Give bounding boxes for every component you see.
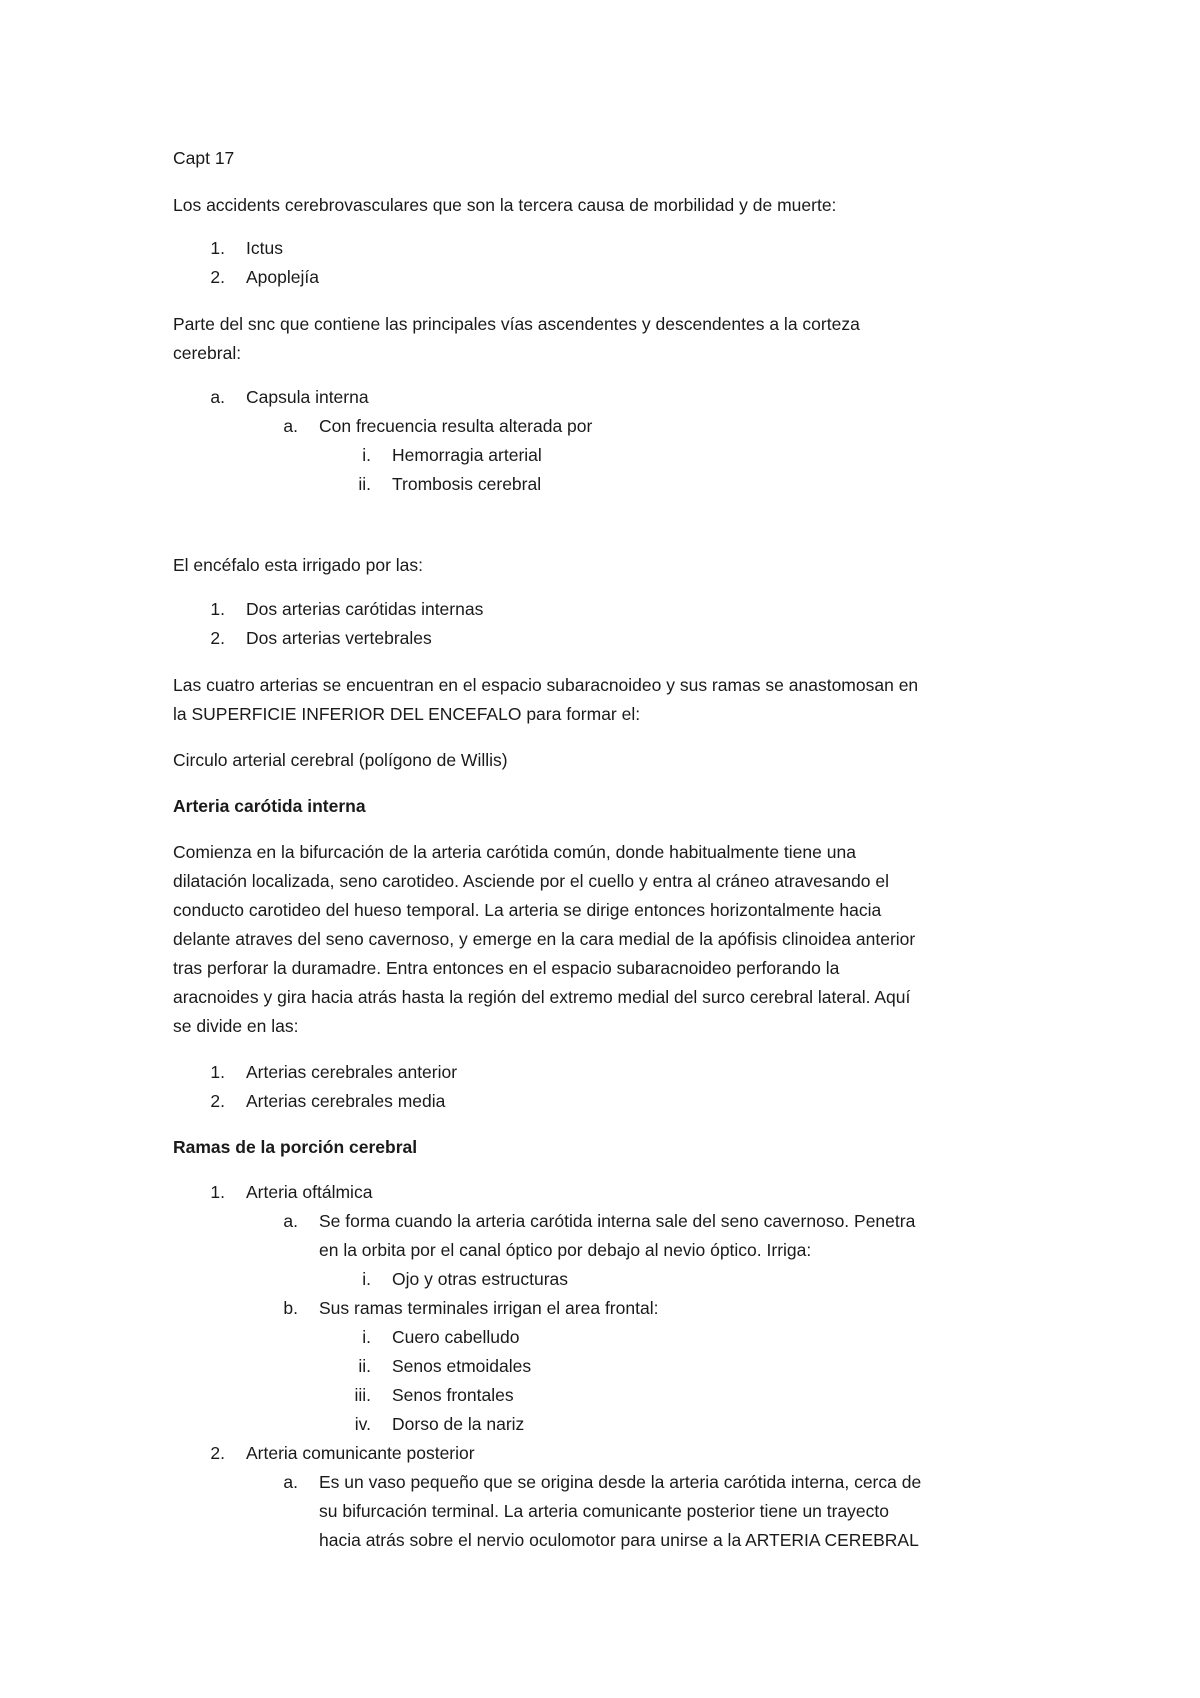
list-item-text: Sus ramas terminales irrigan el area frontal: xyxy=(319,1298,659,1318)
list-marker: 1. xyxy=(210,599,225,619)
list-item-text: Senos etmoidales xyxy=(392,1356,532,1376)
list-marker: 2. xyxy=(210,1091,225,1111)
list-item-text: Ojo y otras estructuras xyxy=(392,1269,569,1289)
section-heading: Arteria carótida interna xyxy=(173,796,366,816)
list-item-text: Se forma cuando la arteria carótida interna sale del seno cavernoso. Penetra xyxy=(319,1211,916,1231)
list-marker: b. xyxy=(283,1298,298,1318)
list-marker: a. xyxy=(210,387,225,407)
paragraph-line: conducto carotideo del hueso temporal. La arteria se dirige entonces horizontalmente hacia xyxy=(173,900,882,920)
list-item-text: Arteria oftálmica xyxy=(246,1182,373,1202)
paragraph-line: dilatación localizada, seno carotideo. Asciende por el cuello y entra al cráneo atravesando el xyxy=(173,871,890,891)
list-marker: i. xyxy=(362,1327,371,1347)
list-marker: a. xyxy=(283,416,298,436)
list-item-text: Trombosis cerebral xyxy=(392,474,542,494)
paragraph-line: cerebral: xyxy=(173,343,242,363)
list-item-text: su bifurcación terminal. La arteria comunicante posterior tiene un trayecto xyxy=(319,1501,890,1521)
list-marker: 1. xyxy=(210,1062,225,1082)
list-item-text: Con frecuencia resulta alterada por xyxy=(319,416,593,436)
paragraph-line: aracnoides y gira hacia atrás hasta la región del extremo medial del surco cerebral lateral. Aquí xyxy=(173,987,911,1007)
paragraph-line: se divide en las: xyxy=(173,1016,299,1036)
list-item-text: Dos arterias vertebrales xyxy=(246,628,432,648)
list-item-text: Senos frontales xyxy=(392,1385,514,1405)
list-item-text: Cuero cabelludo xyxy=(392,1327,520,1347)
list-item-text: hacia atrás sobre el nervio oculomotor para unirse a la ARTERIA CEREBRAL xyxy=(319,1530,919,1550)
paragraph-line: Comienza en la bifurcación de la arteria carótida común, donde habitualmente tiene una xyxy=(173,842,856,862)
intro-paragraph: Los accidents cerebrovasculares que son la tercera causa de morbilidad y de muerte: xyxy=(173,195,837,215)
list-item-text: Arterias cerebrales media xyxy=(246,1091,446,1111)
list-item-text: en la orbita por el canal óptico por debajo al nevio óptico. Irriga: xyxy=(319,1240,812,1260)
paragraph-line: tras perforar la duramadre. Entra entonces en el espacio subaracnoideo perforando la xyxy=(173,958,840,978)
list-item-text: Arteria comunicante posterior xyxy=(246,1443,475,1463)
list-marker: iv. xyxy=(354,1414,371,1434)
paragraph-line: Las cuatro arterias se encuentran en el espacio subaracnoideo y sus ramas se anastomosan en xyxy=(173,675,919,695)
list-marker: i. xyxy=(362,445,371,465)
list-marker: 1. xyxy=(210,238,225,258)
section-heading: Ramas de la porción cerebral xyxy=(173,1137,418,1157)
list-item-text: Arterias cerebrales anterior xyxy=(246,1062,458,1082)
list-marker: ii. xyxy=(358,1356,371,1376)
list-item-text: Dorso de la nariz xyxy=(392,1414,525,1434)
list-item-text: Hemorragia arterial xyxy=(392,445,542,465)
chapter-title: Capt 17 xyxy=(173,148,235,168)
list-marker: 2. xyxy=(210,267,225,287)
list-marker: 2. xyxy=(210,1443,225,1463)
list-marker: 1. xyxy=(210,1182,225,1202)
list-item-text: Apoplejía xyxy=(246,267,319,287)
list-item-text: Capsula interna xyxy=(246,387,369,407)
list-marker: 2. xyxy=(210,628,225,648)
list-marker: i. xyxy=(362,1269,371,1289)
list-marker: iii. xyxy=(354,1385,371,1405)
list-marker: a. xyxy=(283,1211,298,1231)
list-marker: a. xyxy=(283,1472,298,1492)
list-item-text: Es un vaso pequeño que se origina desde la arteria carótida interna, cerca de xyxy=(319,1472,922,1492)
list-marker: ii. xyxy=(358,474,371,494)
list-item-text: Dos arterias carótidas internas xyxy=(246,599,484,619)
paragraph-line: delante atraves del seno cavernoso, y emerge en la cara medial de la apófisis clinoidea anterior xyxy=(173,929,916,949)
paragraph: Circulo arterial cerebral (polígono de Willis) xyxy=(173,750,508,770)
paragraph-line: la SUPERFICIE INFERIOR DEL ENCEFALO para formar el: xyxy=(173,704,641,724)
paragraph: El encéfalo esta irrigado por las: xyxy=(173,555,423,575)
list-item-text: Ictus xyxy=(246,238,283,258)
paragraph-line: Parte del snc que contiene las principales vías ascendentes y descendentes a la corteza xyxy=(173,314,860,334)
